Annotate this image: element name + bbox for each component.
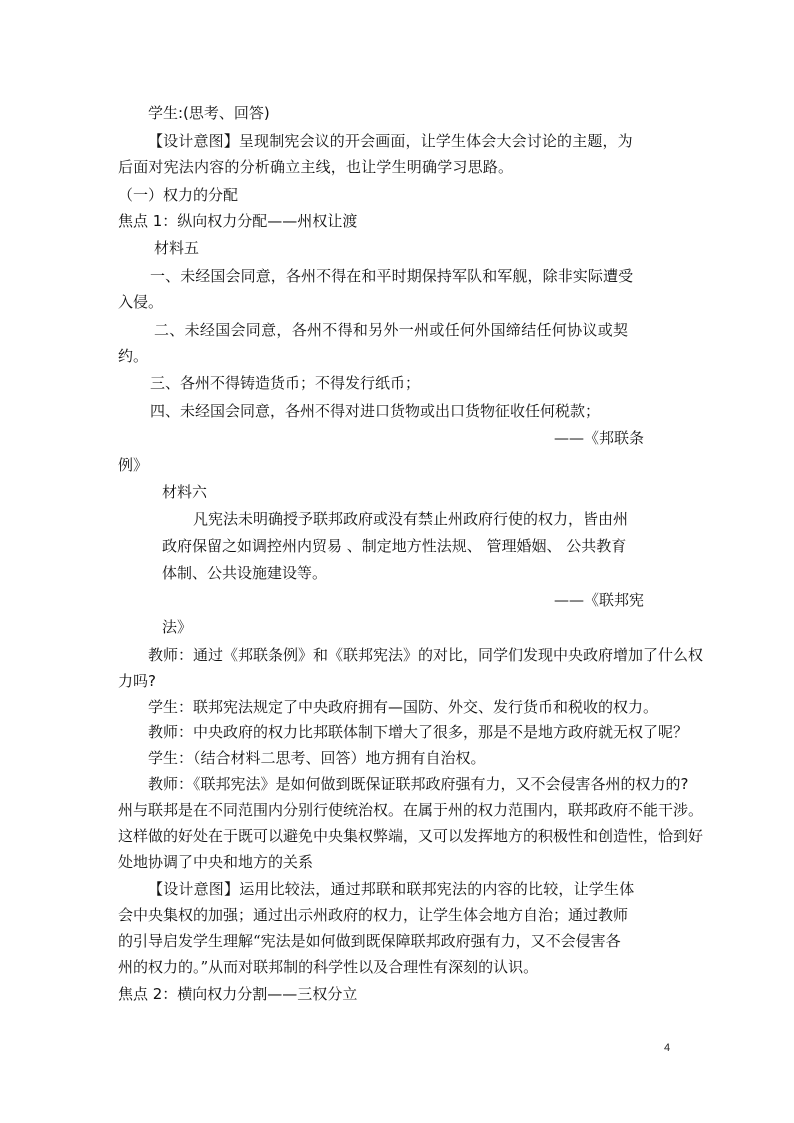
focus-1-heading: 焦点 1：纵向权力分配——州权让渡 [118, 212, 358, 230]
material-5-source-cont: 例》 [118, 456, 149, 474]
material-6-source: ——《联邦宪 [554, 591, 645, 609]
student-reply-2: 学生：（结合材料二思考、回答）地方拥有自治权。 [148, 749, 486, 767]
material-5-label: 材料五 [154, 239, 200, 257]
student-answer-line: 学生:(思考、回答) [148, 104, 270, 122]
design-intent-2-line-1: 【设计意图】运用比较法，通过邦联和联邦宪法的内容的比较，让学生体 [148, 880, 635, 898]
material-6-label: 材料六 [162, 483, 208, 501]
material-6-body-2: 政府保留之如调控州内贸易 、制定地方性法规、 管理婚姻、 公共教育 [162, 537, 627, 555]
teacher-explanation-3: 处地协调了中央和地方的关系 [118, 853, 314, 871]
design-intent-2-line-2: 会中央集权的加强；通过出示州政府的权力，让学生体会地方自治；通过教师 [118, 906, 629, 924]
material-5-source: ——《邦联条 [554, 429, 645, 447]
teacher-explanation-1: 州与联邦是在不同范围内分别行使统治权。在属于州的权力范围内，联邦政府不能干涉。 [118, 801, 704, 819]
teacher-question-3: 教师：《联邦宪法》是如何做到既保证联邦政府强有力，又不会侵害各州的权力的? [148, 775, 689, 793]
page-number: 4 [664, 1042, 671, 1054]
design-intent-line-1: 【设计意图】呈现制宪会议的开会画面，让学生体会大会讨论的主题，为 [148, 132, 633, 150]
material-5-item-4: 四、未经国会同意，各州不得对进口货物或出口货物征收任何税款； [150, 402, 601, 420]
material-6-body-3: 体制、公共设施建设等。 [162, 564, 328, 582]
material-5-item-1-cont: 入侵。 [118, 293, 164, 311]
material-6-source-cont: 法》 [162, 618, 193, 636]
material-5-item-3: 三、各州不得铸造货币；不得发行纸币； [150, 374, 421, 392]
focus-2-heading: 焦点 2：横向权力分割——三权分立 [118, 985, 358, 1003]
section-heading: （一）权力的分配 [118, 186, 239, 204]
student-reply-1: 学生：联邦宪法规定了中央政府拥有—国防、外交、发行货币和税收的权力。 [148, 698, 659, 716]
material-5-item-1: 一、未经国会同意，各州不得在和平时期保持军队和军舰，除非实际遭受 [150, 267, 634, 285]
material-5-item-2: 二、未经国会同意，各州不得和另外一州或任何外国缔结任何协议或契 [154, 321, 629, 339]
design-intent-line-2: 后面对宪法内容的分析确立主线，也让学生明确学习思路。 [118, 158, 514, 176]
teacher-question-1: 教师：通过《邦联条例》和《联邦宪法》的对比，同学们发现中央政府增加了什么权 [148, 646, 704, 664]
material-6-body-1: 凡宪法未明确授予联邦政府或没有禁止州政府行使的权力，皆由州 [193, 510, 629, 528]
teacher-question-2: 教师：中央政府的权力比邦联体制下增大了很多，那是不是地方政府就无权了呢？ [148, 723, 689, 741]
material-5-item-2-cont: 约。 [118, 347, 149, 365]
teacher-question-1-cont: 力吗? [118, 672, 156, 690]
design-intent-2-line-3: 的引导启发学生理解“宪法是如何做到既保障联邦政府强有力，又不会侵害各 [118, 932, 621, 950]
design-intent-2-line-4: 州的权力的。”从而对联邦制的科学性以及合理性有深刻的认识。 [118, 958, 539, 976]
teacher-explanation-2: 这样做的好处在于既可以避免中央集权弊端，又可以发挥地方的积极性和创造性，恰到好 [118, 827, 704, 845]
